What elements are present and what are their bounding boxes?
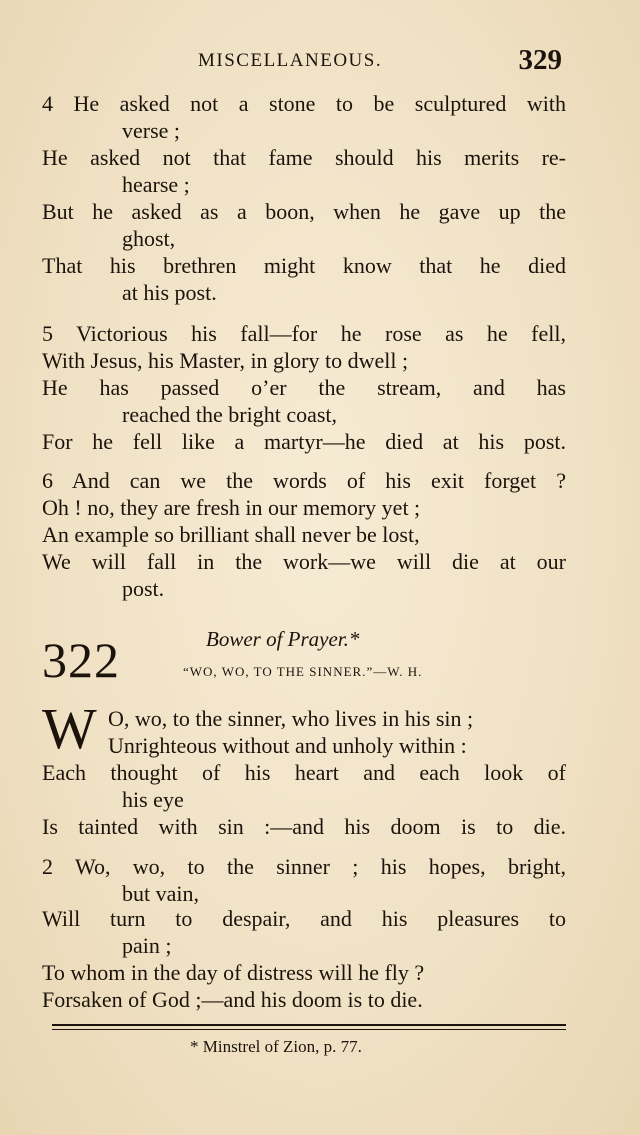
verse-line: at his post. [122, 280, 217, 305]
verse-line: verse ; [122, 118, 181, 143]
verse-line: post. [122, 576, 165, 601]
verse-line: 6 And can we the words of his exit forget ? [42, 468, 566, 493]
verse-line: Will turn to despair, and his pleasures to [42, 906, 566, 931]
footnote: * Minstrel of Zion, p. 77. [190, 1037, 362, 1056]
verse-line: That his brethren might know that he died [42, 253, 566, 278]
verse-line: For he fell like a martyr—he died at his post. [42, 429, 566, 454]
verse-line: He asked not that fame should his merits re- [42, 145, 566, 170]
verse-line: ghost, [122, 226, 176, 251]
verse-line: reached the bright coast, [122, 402, 338, 427]
verse-line: hearse ; [122, 172, 190, 197]
page-header [0, 44, 640, 84]
verse-line: Oh ! no, they are fresh in our memory yet ; [42, 495, 421, 520]
running-head: MISCELLANEOUS. [198, 50, 383, 71]
verse-line: O, wo, to the sinner, who lives in his sin ; [108, 706, 474, 731]
verse-line: 5 Victorious his fall—for he rose as he fell, [42, 321, 566, 346]
verse-line: But he asked as a boon, when he gave up the [42, 199, 566, 224]
page-number: 329 [518, 44, 562, 76]
hymn-subtitle: “WO, WO, TO THE SINNER.”—W. H. [183, 664, 423, 679]
drop-cap: W [42, 696, 97, 761]
verse-line: but vain, [122, 881, 199, 906]
verse-line: pain ; [122, 933, 172, 958]
verse-line: his eye [122, 787, 184, 812]
verse-line: 4 He asked not a stone to be sculptured with [42, 91, 566, 116]
verse-line: He has passed o’er the stream, and has [42, 375, 566, 400]
hymn-title: Bower of Prayer.* [206, 627, 360, 651]
verse-line: 2 Wo, wo, to the sinner ; his hopes, bright, [42, 854, 566, 879]
verse-line: Each thought of his heart and each look of [42, 760, 566, 785]
verse-line: Unrighteous without and unholy within : [108, 733, 467, 758]
verse-line: An example so brilliant shall never be lost, [42, 522, 420, 547]
footnote-rule [52, 1024, 566, 1030]
verse-line: To whom in the day of distress will he fly ? [42, 960, 425, 985]
verse-line: We will fall in the work—we will die at our [42, 549, 566, 574]
verse-line: Forsaken of God ;—and his doom is to die. [42, 987, 423, 1012]
hymn-number: 322 [42, 632, 120, 688]
verse-line: Is tainted with sin :—and his doom is to die. [42, 814, 566, 839]
verse-line: With Jesus, his Master, in glory to dwell ; [42, 348, 409, 373]
